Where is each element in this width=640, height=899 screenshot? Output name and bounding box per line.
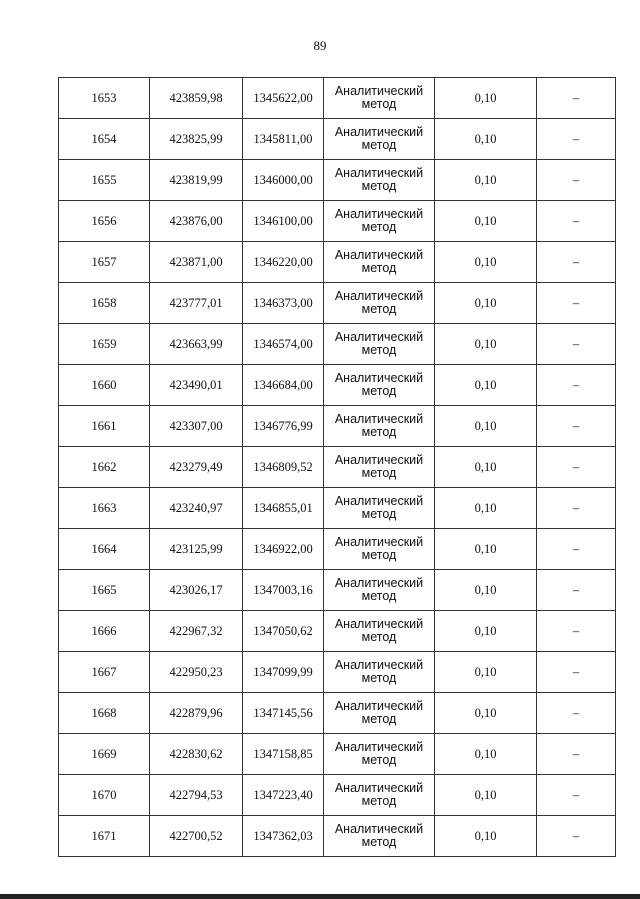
method-line-2: метод <box>361 794 397 808</box>
method-line-2: метод <box>361 630 397 644</box>
method-line-1: Аналитический <box>334 822 424 836</box>
method-cell <box>324 119 435 160</box>
point-number-cell: 1666 <box>59 611 150 652</box>
method-cell <box>324 78 435 119</box>
y-coordinate-cell: 1345811,00 <box>243 119 324 160</box>
point-number-cell: 1665 <box>59 570 150 611</box>
point-number-cell: 1664 <box>59 529 150 570</box>
x-coordinate-cell: 423819,99 <box>150 160 243 201</box>
table-row <box>59 529 616 570</box>
note-cell: – <box>537 652 616 693</box>
y-coordinate-cell: 1345622,00 <box>243 78 324 119</box>
x-coordinate-cell: 422830,62 <box>150 734 243 775</box>
method-cell <box>324 775 435 816</box>
point-number-cell: 1661 <box>59 406 150 447</box>
note-cell: – <box>537 693 616 734</box>
method-cell <box>324 365 435 406</box>
method-line-1: Аналитический <box>334 494 424 508</box>
y-coordinate-cell: 1347099,99 <box>243 652 324 693</box>
point-number-cell: 1667 <box>59 652 150 693</box>
table-row <box>59 324 616 365</box>
coordinates-table <box>58 77 616 857</box>
accuracy-cell: 0,10 <box>435 652 537 693</box>
x-coordinate-cell: 423026,17 <box>150 570 243 611</box>
table-row <box>59 201 616 242</box>
method-line-2: метод <box>361 835 397 849</box>
method-line-1: Аналитический <box>334 453 424 467</box>
point-number-cell: 1658 <box>59 283 150 324</box>
method-cell <box>324 242 435 283</box>
note-cell: – <box>537 406 616 447</box>
note-cell: – <box>537 734 616 775</box>
y-coordinate-cell: 1346809,52 <box>243 447 324 488</box>
table-row <box>59 570 616 611</box>
method-cell <box>324 160 435 201</box>
method-line-2: метод <box>361 466 397 480</box>
x-coordinate-cell: 423663,99 <box>150 324 243 365</box>
point-number-cell: 1654 <box>59 119 150 160</box>
x-coordinate-cell: 423825,99 <box>150 119 243 160</box>
method-line-1: Аналитический <box>334 207 424 221</box>
method-line-2: метод <box>361 343 397 357</box>
method-line-1: Аналитический <box>334 289 424 303</box>
table-row <box>59 283 616 324</box>
y-coordinate-cell: 1346574,00 <box>243 324 324 365</box>
method-cell <box>324 816 435 857</box>
method-line-2: метод <box>361 384 397 398</box>
table-row <box>59 406 616 447</box>
note-cell: – <box>537 242 616 283</box>
table-row <box>59 734 616 775</box>
method-line-1: Аналитический <box>334 699 424 713</box>
y-coordinate-cell: 1346220,00 <box>243 242 324 283</box>
method-line-1: Аналитический <box>334 248 424 262</box>
x-coordinate-cell: 423871,00 <box>150 242 243 283</box>
note-cell: – <box>537 775 616 816</box>
x-coordinate-cell: 422794,53 <box>150 775 243 816</box>
method-line-1: Аналитический <box>334 535 424 549</box>
method-cell <box>324 734 435 775</box>
y-coordinate-cell: 1346000,00 <box>243 160 324 201</box>
accuracy-cell: 0,10 <box>435 406 537 447</box>
method-line-1: Аналитический <box>334 166 424 180</box>
x-coordinate-cell: 423777,01 <box>150 283 243 324</box>
table-row <box>59 160 616 201</box>
method-line-1: Аналитический <box>334 658 424 672</box>
y-coordinate-cell: 1347158,85 <box>243 734 324 775</box>
note-cell: – <box>537 611 616 652</box>
table-row <box>59 693 616 734</box>
method-line-2: метод <box>361 138 397 152</box>
y-coordinate-cell: 1346373,00 <box>243 283 324 324</box>
method-cell <box>324 570 435 611</box>
accuracy-cell: 0,10 <box>435 283 537 324</box>
note-cell: – <box>537 283 616 324</box>
method-line-2: метод <box>361 671 397 685</box>
method-line-1: Аналитический <box>334 125 424 139</box>
point-number-cell: 1659 <box>59 324 150 365</box>
accuracy-cell: 0,10 <box>435 78 537 119</box>
table-row <box>59 652 616 693</box>
table-row <box>59 447 616 488</box>
accuracy-cell: 0,10 <box>435 160 537 201</box>
point-number-cell: 1660 <box>59 365 150 406</box>
method-cell <box>324 447 435 488</box>
x-coordinate-cell: 423240,97 <box>150 488 243 529</box>
x-coordinate-cell: 423307,00 <box>150 406 243 447</box>
method-line-2: метод <box>361 753 397 767</box>
table-row <box>59 488 616 529</box>
accuracy-cell: 0,10 <box>435 570 537 611</box>
note-cell: – <box>537 324 616 365</box>
point-number-cell: 1653 <box>59 78 150 119</box>
method-line-2: метод <box>361 302 397 316</box>
accuracy-cell: 0,10 <box>435 734 537 775</box>
method-cell <box>324 406 435 447</box>
accuracy-cell: 0,10 <box>435 324 537 365</box>
y-coordinate-cell: 1346855,01 <box>243 488 324 529</box>
x-coordinate-cell: 422950,23 <box>150 652 243 693</box>
method-line-2: метод <box>361 712 397 726</box>
y-coordinate-cell: 1347003,16 <box>243 570 324 611</box>
note-cell: – <box>537 160 616 201</box>
method-line-1: Аналитический <box>334 617 424 631</box>
x-coordinate-cell: 422700,52 <box>150 816 243 857</box>
accuracy-cell: 0,10 <box>435 529 537 570</box>
method-line-2: метод <box>361 589 397 603</box>
table-row <box>59 365 616 406</box>
y-coordinate-cell: 1346922,00 <box>243 529 324 570</box>
point-number-cell: 1657 <box>59 242 150 283</box>
page-number: 89 <box>313 38 327 53</box>
method-cell <box>324 611 435 652</box>
table-row <box>59 775 616 816</box>
x-coordinate-cell: 423876,00 <box>150 201 243 242</box>
accuracy-cell: 0,10 <box>435 775 537 816</box>
accuracy-cell: 0,10 <box>435 242 537 283</box>
method-cell <box>324 201 435 242</box>
method-line-2: метод <box>361 97 397 111</box>
table-row <box>59 816 616 857</box>
method-cell <box>324 529 435 570</box>
accuracy-cell: 0,10 <box>435 816 537 857</box>
method-line-2: метод <box>361 179 397 193</box>
point-number-cell: 1670 <box>59 775 150 816</box>
method-line-2: метод <box>361 220 397 234</box>
table-row <box>59 78 616 119</box>
x-coordinate-cell: 422879,96 <box>150 693 243 734</box>
method-line-1: Аналитический <box>334 412 424 426</box>
method-cell <box>324 283 435 324</box>
method-cell <box>324 652 435 693</box>
method-line-1: Аналитический <box>334 740 424 754</box>
method-line-2: метод <box>361 548 397 562</box>
note-cell: – <box>537 447 616 488</box>
note-cell: – <box>537 119 616 160</box>
accuracy-cell: 0,10 <box>435 488 537 529</box>
y-coordinate-cell: 1347362,03 <box>243 816 324 857</box>
table-row <box>59 611 616 652</box>
note-cell: – <box>537 365 616 406</box>
table-row <box>59 119 616 160</box>
table-row <box>59 242 616 283</box>
note-cell: – <box>537 816 616 857</box>
method-line-1: Аналитический <box>334 330 424 344</box>
method-line-1: Аналитический <box>334 781 424 795</box>
method-line-1: Аналитический <box>334 84 424 98</box>
method-cell <box>324 693 435 734</box>
x-coordinate-cell: 423859,98 <box>150 78 243 119</box>
method-line-1: Аналитический <box>334 576 424 590</box>
accuracy-cell: 0,10 <box>435 201 537 242</box>
accuracy-cell: 0,10 <box>435 447 537 488</box>
y-coordinate-cell: 1347145,56 <box>243 693 324 734</box>
accuracy-cell: 0,10 <box>435 365 537 406</box>
x-coordinate-cell: 423125,99 <box>150 529 243 570</box>
x-coordinate-cell: 422967,32 <box>150 611 243 652</box>
note-cell: – <box>537 488 616 529</box>
y-coordinate-cell: 1347223,40 <box>243 775 324 816</box>
y-coordinate-cell: 1347050,62 <box>243 611 324 652</box>
method-line-2: метод <box>361 425 397 439</box>
y-coordinate-cell: 1346100,00 <box>243 201 324 242</box>
point-number-cell: 1668 <box>59 693 150 734</box>
y-coordinate-cell: 1346684,00 <box>243 365 324 406</box>
accuracy-cell: 0,10 <box>435 119 537 160</box>
x-coordinate-cell: 423490,01 <box>150 365 243 406</box>
accuracy-cell: 0,10 <box>435 693 537 734</box>
x-coordinate-cell: 423279,49 <box>150 447 243 488</box>
note-cell: – <box>537 201 616 242</box>
method-line-1: Аналитический <box>334 371 424 385</box>
point-number-cell: 1663 <box>59 488 150 529</box>
accuracy-cell: 0,10 <box>435 611 537 652</box>
point-number-cell: 1671 <box>59 816 150 857</box>
y-coordinate-cell: 1346776,99 <box>243 406 324 447</box>
note-cell: – <box>537 529 616 570</box>
method-line-2: метод <box>361 507 397 521</box>
point-number-cell: 1656 <box>59 201 150 242</box>
point-number-cell: 1669 <box>59 734 150 775</box>
table-body <box>59 78 616 857</box>
scan-bottom-edge <box>0 894 640 899</box>
method-line-2: метод <box>361 261 397 275</box>
point-number-cell: 1662 <box>59 447 150 488</box>
method-cell <box>324 324 435 365</box>
note-cell: – <box>537 78 616 119</box>
point-number-cell: 1655 <box>59 160 150 201</box>
note-cell: – <box>537 570 616 611</box>
method-cell <box>324 488 435 529</box>
